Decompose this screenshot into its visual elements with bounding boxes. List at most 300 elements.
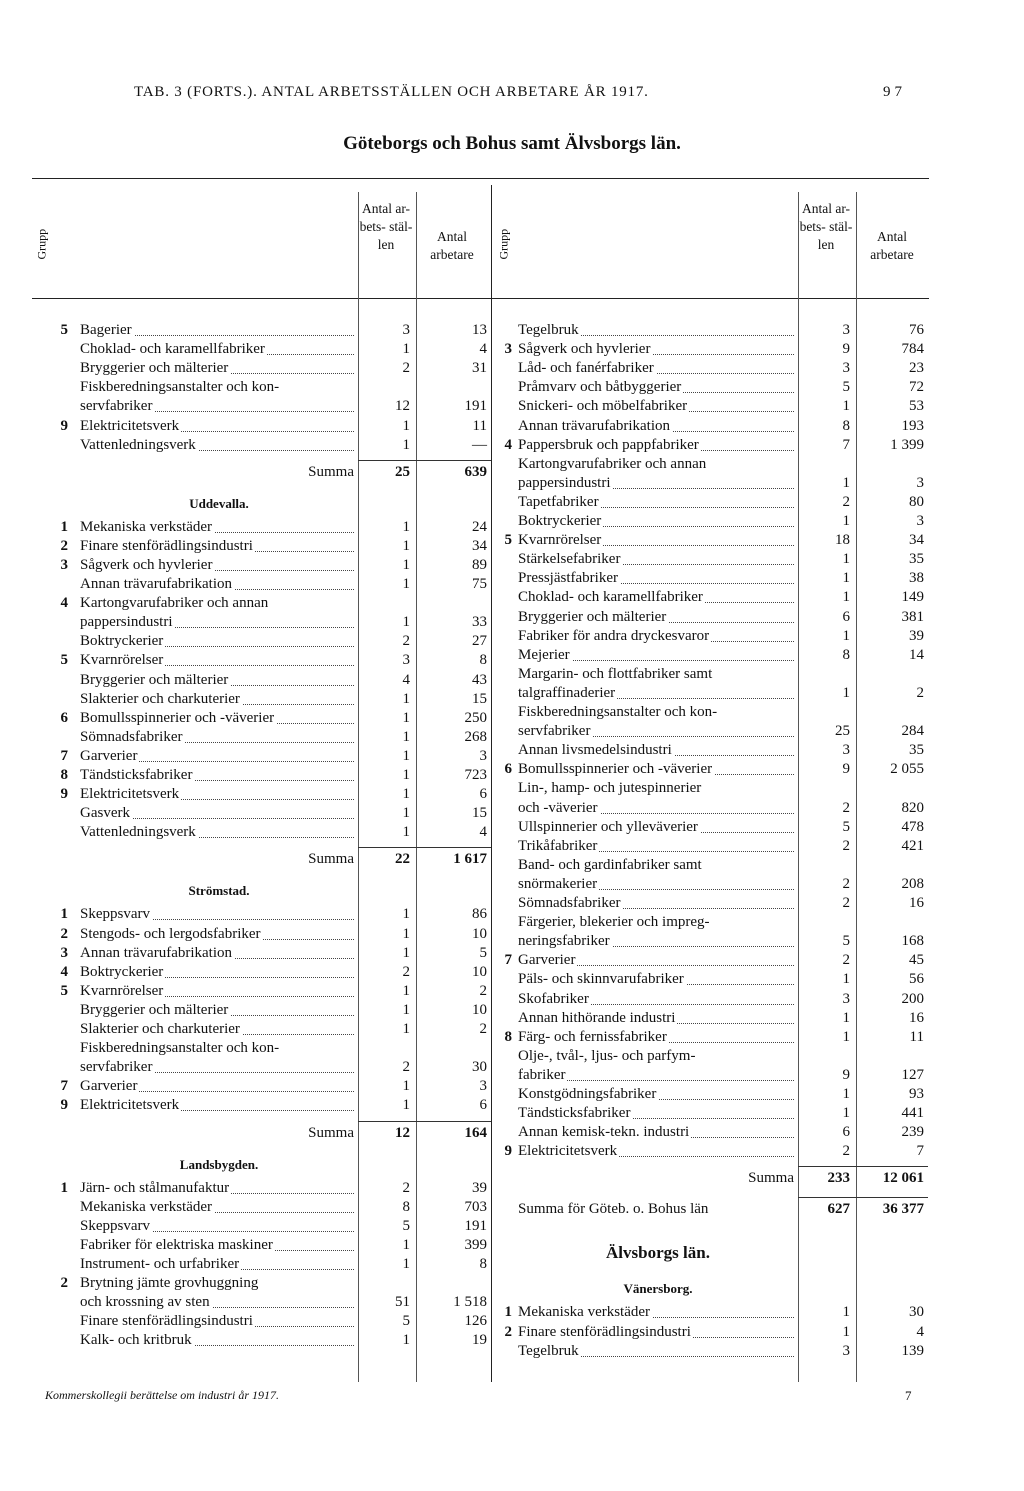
stallen-value: 1 — [842, 1304, 850, 1321]
section-heading: Landsbygden. — [179, 1156, 259, 1172]
row-label-text: Sågverk och hyvlerier — [80, 556, 213, 573]
row-label-text: Snickeri- och möbelfabriker — [518, 398, 688, 415]
arbetare-value: 72 — [909, 379, 924, 396]
row-label-text: Ullspinnerier och ylleväverier — [518, 818, 698, 835]
row-label-text: Finare stenförädlingsindustri — [80, 1313, 253, 1330]
stallen-value: 1 — [842, 513, 850, 529]
table-row — [0, 455, 928, 474]
arbetare-value: 35 — [909, 551, 924, 568]
row-label — [518, 1342, 794, 1361]
arbetare-value: 7 — [916, 1143, 924, 1160]
grupp-number: 2 — [60, 925, 68, 942]
stallen-value: 18 — [835, 532, 850, 549]
row-label — [518, 932, 794, 951]
grupp-number: 9 — [60, 786, 68, 803]
row-label-text: Pressjästfabriker — [518, 570, 618, 587]
stallen-value: 3 — [842, 1342, 850, 1359]
stallen-value: 5 — [842, 818, 850, 835]
summa-label — [718, 1169, 796, 1188]
row-label-text: Summa — [748, 1170, 794, 1187]
stallen-value: 1 — [842, 398, 850, 415]
arbetare-value: 284 — [901, 723, 924, 740]
arbetare-value: 421 — [901, 837, 924, 854]
row-label-text: Låd- och fanérfabriker — [518, 360, 654, 377]
stallen-value: 1 — [402, 944, 410, 961]
arbetare-value: 1 617 — [453, 851, 487, 868]
row-label-text: Kalk- och kritbruk — [80, 1332, 192, 1349]
arbetare-value: 126 — [464, 1313, 487, 1330]
stallen-value: 2 — [842, 837, 850, 854]
stallen-value: 2 — [842, 952, 850, 969]
row-label-text: talgraffinaderier — [518, 684, 616, 701]
stallen-value: 25 — [395, 463, 410, 480]
row-label-text: Kartongvarufabriker och annan — [518, 455, 707, 472]
stallen-value: 5 — [842, 379, 850, 396]
row-label-text: Kvarnrörelser — [80, 652, 164, 669]
stallen-value: 1 — [402, 614, 410, 631]
row-label-text: Annan kemisk-tekn. industri — [518, 1124, 690, 1141]
arbetare-value: 33 — [472, 614, 487, 631]
arbetare-value: 2 — [916, 684, 924, 701]
stallen-value: 1 — [842, 551, 850, 568]
grupp-number: 4 — [60, 963, 68, 980]
arbetare-value: 3 — [479, 747, 487, 764]
stallen-value: 2 — [842, 493, 850, 510]
stallen-value: 1 — [402, 805, 410, 822]
row-label — [518, 799, 794, 818]
arbetare-value: 8 — [479, 652, 487, 669]
row-label — [518, 531, 794, 550]
row-label-text: och krossning av sten — [80, 1294, 210, 1311]
header-rule — [32, 298, 929, 299]
arbetare-value: 8 — [479, 1255, 487, 1272]
arbetare-value: 193 — [901, 417, 924, 434]
arbetare-value: 53 — [909, 398, 924, 415]
row-label — [518, 1323, 794, 1342]
grupp-number: 7 — [60, 1078, 68, 1095]
arbetare-value: 12 061 — [882, 1170, 924, 1187]
grupp-number: 9 — [504, 1143, 512, 1160]
stallen-value: 1 — [842, 684, 850, 701]
row-label-text: Annan trävarufabrikation — [518, 417, 671, 434]
stallen-value: 8 — [842, 646, 850, 663]
table-row — [0, 856, 928, 875]
row-label-text: Tegelbruk — [518, 1342, 579, 1359]
row-label-text: Konstgödningsfabriker — [518, 1086, 657, 1102]
grupp-header-left: Grupp — [34, 228, 49, 260]
row-label-text: Annan trävarufabrikation — [80, 576, 233, 592]
row-label-text: Boktryckerier — [80, 633, 164, 650]
row-label-text: Boktryckerier — [80, 963, 164, 980]
arbetare-value: 10 — [472, 925, 487, 942]
stallen-value: 2 — [402, 360, 410, 377]
row-label-text: Stengods- och lergodsfabriker — [80, 925, 261, 942]
row-label-text: Kartongvarufabriker och annan — [80, 595, 269, 612]
page-title: Göteborgs och Bohus samt Älvsborgs län. — [343, 133, 681, 154]
arbetare-value: 6 — [479, 786, 487, 803]
row-label — [518, 493, 794, 512]
section-heading: Strömstad. — [188, 883, 250, 899]
row-label-text: Brytning jämte grovhuggning — [80, 1275, 259, 1291]
arbetare-value: 441 — [901, 1105, 924, 1122]
arbetare-value: 191 — [464, 398, 487, 415]
arbetare-value: 80 — [909, 493, 924, 510]
arbetare-value: 4 — [479, 824, 487, 841]
arbetare-value: 639 — [464, 463, 487, 480]
arbetare-value: 45 — [909, 952, 924, 969]
arbetare-value: — — [472, 436, 487, 453]
arbetare-value: 39 — [472, 1179, 487, 1196]
row-label-text: Mekaniska verkstäder — [80, 1198, 213, 1215]
row-label-text: Band- och gardinfabriker samt — [518, 856, 702, 873]
stallen-value: 3 — [842, 990, 850, 1007]
arbetare-value: 6 — [479, 1097, 487, 1114]
stallen-value: 1 — [402, 925, 410, 942]
grupp-number: 5 — [60, 652, 68, 669]
grupp-number: 5 — [504, 532, 512, 549]
sum-rule — [798, 1197, 928, 1198]
stallen-value: 1 — [402, 1078, 410, 1095]
stallen-value: 1 — [842, 627, 850, 644]
row-label — [518, 913, 794, 932]
arbetare-value: 2 — [479, 982, 487, 999]
arbetare-value: 239 — [901, 1124, 924, 1141]
row-label-text: Fiskberedningsanstalter och kon- — [518, 704, 718, 720]
stallen-value: 9 — [842, 1066, 850, 1083]
row-label-text: Slakterier och charkuterier — [80, 1021, 240, 1037]
row-label-text: Bomullsspinnerier och -väverier — [80, 709, 275, 726]
table-row — [0, 321, 928, 340]
row-label — [80, 1255, 354, 1274]
row-label-text: Elektricitetsverk — [80, 786, 180, 803]
grupp-number: 5 — [60, 322, 68, 338]
stallen-value: 9 — [842, 761, 850, 778]
row-label — [518, 1047, 794, 1066]
stallen-value: 2 — [842, 895, 850, 911]
row-label — [518, 646, 794, 665]
arbetare-value: 820 — [901, 799, 924, 816]
row-label-text: Bryggerier och mälterier — [80, 671, 229, 688]
row-label-text: Annan hithörande industri — [518, 1009, 676, 1026]
row-label — [518, 970, 794, 989]
arbetare-value: 15 — [472, 805, 487, 822]
grupp-number: 7 — [60, 747, 68, 764]
arbetare-value: 89 — [472, 556, 487, 573]
stallen-header-left: Antal ar- bets- stäl- len — [359, 201, 413, 252]
grupp-number: 2 — [504, 1323, 512, 1340]
row-label-text: Tändsticksfabriker — [518, 1105, 631, 1122]
arbetare-value: 34 — [472, 537, 487, 554]
stallen-value: 1 — [402, 824, 410, 841]
stallen-value: 1 — [402, 1097, 410, 1114]
table-caption: TAB. 3 (FORTS.). ANTAL ARBETSSTÄLLEN OCH ARBETARE ÅR 1917. — [134, 84, 649, 100]
row-label — [518, 818, 794, 837]
stallen-value: 3 — [842, 322, 850, 338]
row-label-text: Tapetfabriker — [518, 493, 599, 510]
stallen-value: 1 — [402, 341, 410, 358]
table-row — [0, 474, 928, 493]
row-label-text: Fabriker för andra dryckesvaror — [518, 627, 710, 644]
arbetare-value: 3 — [916, 513, 924, 529]
stallen-value: 1 — [402, 1332, 410, 1349]
row-label — [518, 1028, 794, 1047]
stallen-value: 1 — [402, 576, 410, 592]
grupp-number: 9 — [60, 417, 68, 434]
arbetare-value: 3 — [479, 1078, 487, 1095]
row-label-text: Trikåfabriker — [518, 837, 598, 854]
footer-sheet: 7 — [905, 1388, 912, 1403]
row-label — [518, 397, 794, 416]
row-label-text: fabriker — [518, 1066, 566, 1083]
stallen-value: 1 — [402, 709, 410, 726]
row-label-text: pappersindustri — [80, 614, 173, 631]
row-label-text: Mekaniska verkstäder — [80, 518, 213, 535]
grupp-number: 9 — [60, 1097, 68, 1114]
stallen-value: 5 — [402, 1313, 410, 1330]
grupp-number: 1 — [60, 518, 68, 535]
row-label-text: Tändsticksfabriker — [80, 767, 193, 783]
grupp-number: 5 — [60, 982, 68, 999]
row-label-text: Kvarnrörelser — [518, 532, 602, 549]
arbetare-value: 11 — [909, 1028, 924, 1045]
stallen-value: 1 — [402, 417, 410, 434]
stallen-value: 4 — [402, 671, 410, 688]
row-label — [80, 1274, 354, 1293]
row-label-text: Olje-, tvål-, ljus- och parfym- — [518, 1047, 696, 1064]
arbetare-value: 27 — [472, 633, 487, 650]
row-label — [80, 1236, 354, 1255]
stallen-value: 1 — [842, 1028, 850, 1045]
row-label-text: Annan trävarufabrikation — [80, 944, 233, 961]
row-label — [518, 378, 794, 397]
stallen-value: 1 — [842, 474, 850, 491]
arbetare-value: 127 — [901, 1066, 924, 1083]
stallen-value: 22 — [395, 851, 410, 868]
stallen-value: 1 — [402, 728, 410, 745]
row-label-text: Elektricitetsverk — [80, 417, 180, 434]
row-label — [518, 1066, 794, 1085]
row-label-text: Pappersbruk och pappfabriker — [518, 436, 699, 453]
arbetare-value: 399 — [464, 1236, 487, 1253]
arbetare-value: 16 — [909, 895, 924, 911]
row-label-text: Bryggerier och mälterier — [518, 608, 667, 625]
stallen-value: 2 — [402, 1059, 410, 1076]
summa-label — [518, 1200, 794, 1219]
arbetare-value: 168 — [901, 933, 924, 950]
arbetare-value: 39 — [909, 627, 924, 644]
stallen-value: 1 — [402, 1001, 410, 1018]
row-label — [518, 1142, 794, 1161]
county-heading: Älvsborgs län. — [606, 1243, 710, 1263]
row-label-text: Mejerier — [518, 646, 570, 663]
arbetare-value: 36 377 — [882, 1201, 924, 1218]
stallen-value: 12 — [395, 398, 410, 415]
row-label — [518, 837, 794, 856]
row-label-text: snörmakerier — [518, 875, 598, 892]
arbetare-value: 164 — [464, 1124, 487, 1141]
stallen-value: 1 — [402, 786, 410, 803]
row-label — [518, 1123, 794, 1142]
row-label-text: Choklad- och karamellfabriker — [80, 341, 265, 358]
row-label-text: Bagerier — [80, 322, 132, 338]
arbetare-value: 31 — [472, 360, 487, 377]
stallen-value: 2 — [402, 633, 410, 650]
row-label-text: Bryggerier och mälterier — [80, 360, 229, 377]
section-heading: Uddevalla. — [189, 495, 249, 511]
stallen-value: 1 — [402, 690, 410, 707]
stallen-value: 8 — [842, 417, 850, 434]
row-label-text: Elektricitetsverk — [80, 1097, 180, 1114]
arbetare-value: 149 — [901, 589, 924, 606]
table-row — [0, 1236, 491, 1255]
arbetare-value: 76 — [909, 322, 924, 338]
row-label — [518, 1104, 794, 1123]
sum-rule — [798, 1166, 928, 1167]
stallen-value: 1 — [842, 971, 850, 988]
arbetare-value: 13 — [472, 322, 487, 338]
arbetare-value: 30 — [909, 1304, 924, 1321]
grupp-number: 8 — [504, 1028, 512, 1045]
stallen-value: 1 — [402, 982, 410, 999]
arbetare-value: 14 — [909, 646, 924, 663]
stallen-value: 3 — [842, 360, 850, 377]
row-label — [518, 359, 794, 378]
stallen-value: 6 — [842, 608, 850, 625]
arbetare-value: 1 518 — [453, 1294, 487, 1311]
row-label-text: Summa — [308, 1124, 354, 1141]
row-label-text: Garverier — [80, 1078, 138, 1095]
row-label-text: servfabriker — [80, 1059, 153, 1076]
row-label-text: Skeppsvarv — [80, 1217, 150, 1234]
row-label — [518, 608, 794, 627]
row-label — [518, 684, 794, 703]
stallen-value: 2 — [842, 875, 850, 892]
row-label-text: Gasverk — [80, 805, 130, 822]
table-row — [0, 493, 928, 512]
row-label — [518, 990, 794, 1009]
row-label-text: Järn- och stålmanufaktur — [80, 1179, 230, 1196]
row-label-text: Päls- och skinnvarufabriker — [518, 971, 684, 988]
row-label-text: Tegelbruk — [518, 322, 579, 338]
stallen-value: 6 — [842, 1124, 850, 1141]
row-label — [518, 340, 794, 359]
stallen-value: 1 — [402, 556, 410, 573]
arbetare-value: 200 — [901, 990, 924, 1007]
stallen-value: 3 — [402, 652, 410, 669]
grupp-number: 6 — [60, 709, 68, 726]
row-label-text: Garverier — [518, 952, 576, 969]
arbetare-value: 268 — [464, 728, 487, 745]
row-label-text: Fiskberedningsanstalter och kon- — [80, 1040, 280, 1057]
row-label — [518, 894, 794, 913]
row-label-text: servfabriker — [80, 398, 153, 415]
arbetare-value: 2 — [479, 1021, 487, 1037]
stallen-value: 8 — [402, 1198, 410, 1215]
arbetare-value: 16 — [909, 1009, 924, 1026]
arbetare-value: 34 — [909, 532, 924, 549]
stallen-value: 1 — [402, 1021, 410, 1037]
row-label — [518, 588, 794, 607]
arbetare-value: 3 — [916, 474, 924, 491]
arbetare-value: 139 — [901, 1342, 924, 1359]
stallen-value: 1 — [402, 1255, 410, 1272]
row-label — [518, 1303, 794, 1322]
stallen-value: 5 — [842, 933, 850, 950]
stallen-value: 627 — [827, 1201, 850, 1218]
grupp-number: 7 — [504, 952, 512, 969]
stallen-value: 1 — [842, 1009, 850, 1026]
arbetare-value: 23 — [909, 360, 924, 377]
arbetare-value: 703 — [464, 1198, 487, 1215]
row-label — [518, 856, 794, 875]
arbetare-value: 191 — [464, 1217, 487, 1234]
row-label-text: och -väverier — [518, 799, 598, 816]
row-label — [518, 569, 794, 588]
row-label — [518, 321, 794, 340]
table-row — [0, 1142, 928, 1161]
row-label-text: Summa för Göteb. o. Bohus län — [518, 1201, 709, 1218]
arbetare-value: 5 — [479, 944, 487, 961]
row-label — [518, 741, 794, 760]
arbetare-value: 723 — [464, 767, 487, 783]
stallen-value: 1 — [842, 589, 850, 606]
arbetare-value: 11 — [472, 417, 487, 434]
arbetare-value: 250 — [464, 709, 487, 726]
stallen-value: 1 — [842, 1105, 850, 1122]
row-label — [518, 703, 794, 722]
stallen-value: 1 — [842, 570, 850, 587]
row-label — [518, 779, 794, 798]
row-label-text: servfabriker — [518, 723, 591, 740]
stallen-value: 2 — [402, 963, 410, 980]
arbetare-value: 4 — [916, 1323, 924, 1340]
stallen-value: 9 — [842, 341, 850, 358]
running-header — [134, 84, 924, 101]
arbetare-header-left: Antal arbetare — [430, 229, 474, 262]
row-label-text: Margarin- och flottfabriker samt — [518, 665, 713, 682]
row-label-text: Slakterier och charkuterier — [80, 690, 240, 707]
row-label — [518, 455, 794, 474]
arbetare-value: 24 — [472, 518, 487, 535]
arbetare-value: 75 — [472, 576, 487, 592]
grupp-number: 2 — [60, 1275, 68, 1291]
row-label-text: Boktryckerier — [518, 513, 602, 529]
row-label — [518, 550, 794, 569]
grupp-number: 1 — [504, 1304, 512, 1321]
arbetare-value: 208 — [901, 875, 924, 892]
stallen-value: 2 — [842, 799, 850, 816]
arbetare-value: 93 — [909, 1086, 924, 1102]
arbetare-value: 10 — [472, 1001, 487, 1018]
table-row — [0, 1217, 491, 1236]
grupp-number: 3 — [60, 556, 68, 573]
row-label-text: Lin-, hamp- och jutespinnerier — [518, 780, 702, 797]
arbetare-value: 35 — [909, 742, 924, 759]
arbetare-value: 56 — [909, 971, 924, 988]
row-label-text: Garverier — [80, 747, 138, 764]
row-label-text: Annan livsmedelsindustri — [518, 742, 672, 759]
row-label — [518, 627, 794, 646]
row-label — [518, 760, 794, 779]
row-label-text: Choklad- och karamellfabriker — [518, 589, 703, 606]
grupp-number: 4 — [504, 436, 512, 453]
stallen-value: 1 — [402, 436, 410, 453]
row-label-text: Färg- och fernissfabriker — [518, 1028, 667, 1045]
row-label — [518, 436, 794, 455]
stallen-value: 3 — [402, 322, 410, 338]
row-label-text: Fiskberedningsanstalter och kon- — [80, 379, 280, 396]
table-row — [0, 875, 928, 894]
